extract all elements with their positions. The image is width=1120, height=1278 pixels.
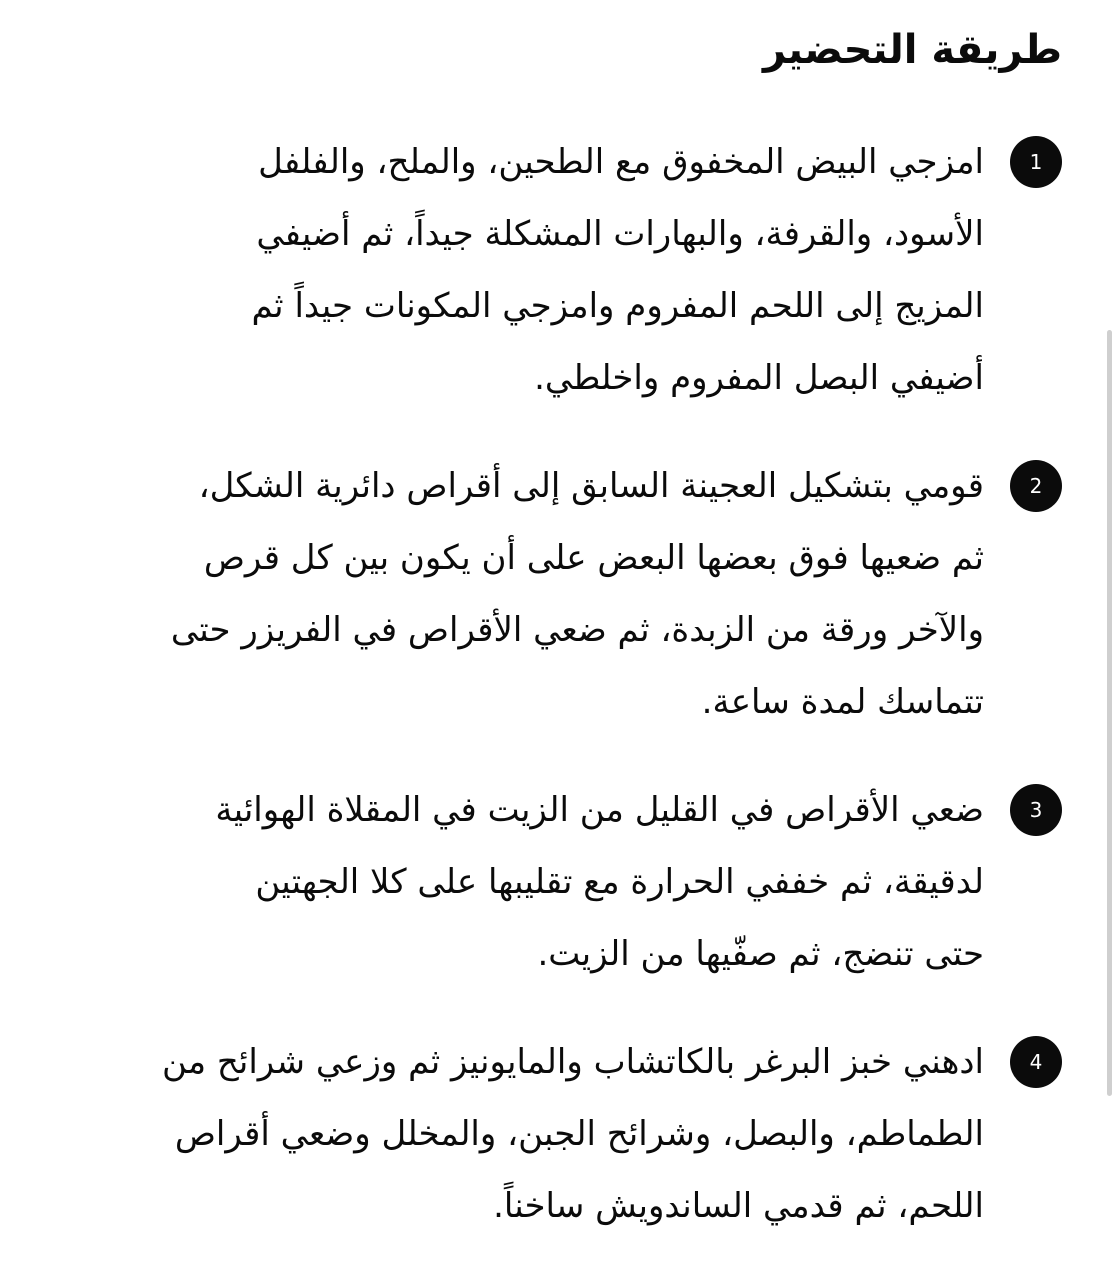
step-4: [0, 1026, 1120, 1242]
step-line: والآخر ورقة من الزبدة، ثم ضعي الأقراص في الفريزر حتى: [170, 610, 984, 650]
step-number-badge: 3: [1010, 784, 1062, 836]
step-line: المزيج إلى اللحم المفروم وامزجي المكونات جيداً ثم: [251, 286, 984, 326]
step-line: أضيفي البصل المفروم واخلطي.: [534, 358, 984, 398]
step-line: ضعي الأقراص في القليل من الزيت في المقلاة الهوائية: [215, 790, 984, 830]
step-1: [0, 126, 1120, 414]
step-line: ثم ضعيها فوق بعضها البعض على أن يكون بين كل قرص: [203, 538, 984, 578]
step-3: [0, 774, 1120, 990]
step-2: [0, 450, 1120, 738]
step-number-badge: 4: [1010, 1036, 1062, 1088]
step-line: تتماسك لمدة ساعة.: [701, 682, 984, 722]
step-line: ادهني خبز البرغر بالكاتشاب والمايونيز ثم وزعي شرائح من: [162, 1042, 984, 1082]
steps-list: [0, 126, 1120, 1278]
step-line: اللحم، ثم قدمي الساندويش ساخناً.: [493, 1186, 984, 1226]
step-number-badge: 1: [1010, 136, 1062, 188]
step-line: الطماطم، والبصل، وشرائح الجبن، والمخلل وضعي أقراص: [174, 1114, 984, 1154]
step-number-badge: 2: [1010, 460, 1062, 512]
step-line: لدقيقة، ثم خففي الحرارة مع تقليبها على كلا الجهتين: [255, 862, 984, 902]
step-line: الأسود، والقرفة، والبهارات المشكلة جيداً، ثم أضيفي: [256, 214, 984, 254]
step-line: حتى تنضج، ثم صفّيها من الزيت.: [537, 934, 984, 974]
step-line: قومي بتشكيل العجينة السابق إلى أقراص دائرية الشكل،: [198, 466, 984, 506]
step-line: امزجي البيض المخفوق مع الطحين، والملح، والفلفل: [258, 142, 984, 182]
section-title: طريقة التحضير: [762, 27, 1062, 73]
vertical-scrollbar[interactable]: [1107, 330, 1112, 1096]
